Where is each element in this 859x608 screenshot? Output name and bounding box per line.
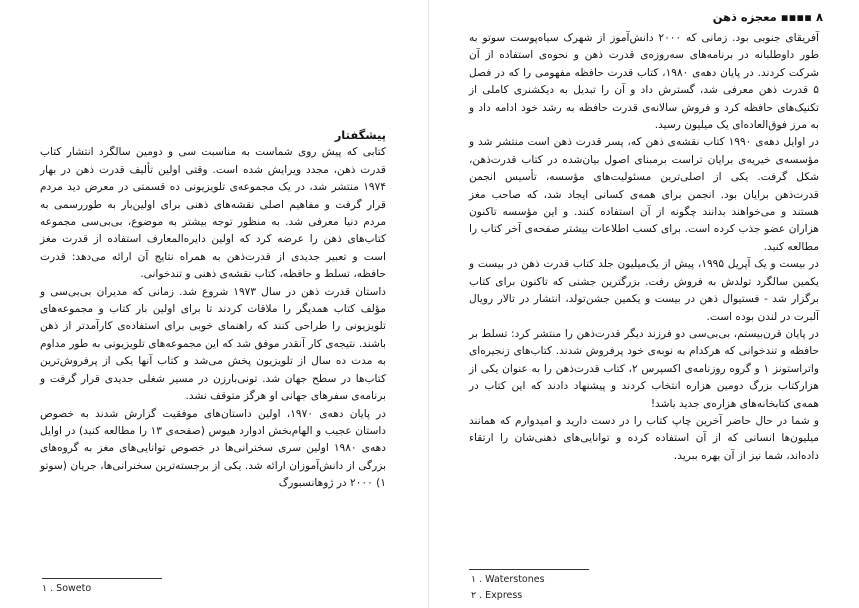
left-page [0,0,429,608]
left-paragraph-2: داستان قدرت ذهن در سال ۱۹۷۳ شروع شد. زمانی که مدیران بی‌بی‌سی و مؤلف کتاب همدیگر را ملاقات کردند تا برای اولین بار کتاب و مجموعه‌های تلویزیونی را طراحی کنند که راهنمای خوبی برای استفاده‌ی کارآمدتر از ذهن باشند. نتیجه‌ی کار آنقدر موفق شد که این مجموعه‌های تلویزیونی به طور مداوم به مدت ده سال از تلویزیون پخش می‌شد و کتاب آنها یکی از پرفروش‌ترین کتاب‌ها در سطح جهان شد. تونی‌بارزن در مسیر شغلی جدیدی قرار گرفت و برنامه‌ی سفرهای جهانی او هرگز متوقف نشد. [40,285,387,403]
right-paragraph-3: در بیست و یک آپریل ۱۹۹۵، پیش از یک‌میلیون جلد کتاب قدرت ذهن در بیست و یکمین سالگرد تولدش به فروش رفت. بزرگترین جشنی که تاکنون برای کتاب برگزار شد - فستیوال ذهن در بیست و یکمین جشن‌تولد، انتشار در تالار رویال آلبرت در لندن بوده است. [469,258,819,323]
right-paragraph-2: در اوایل دهه‌ی ۱۹۹۰ کتاب نقشه‌ی ذهن که، پسر قدرت ذهن است منتشر شد و مؤسسه‌ی خیریه‌ی برایان تراست برمبنای اصول بیان‌شده در کتاب قدرت‌ذهن، شکل گرفت. یکی از اصلی‌ترین مسئولیت‌های مؤسسه، تأسیس انجمن قدرت‌ذهن برایان بود. انجمن برای همه‌ی کسانی ایجاد شد، که صاحب مغز هستند و می‌خواهند بدانند چگونه از آن استفاده کنند. و این مؤسسه تاکنون هزاران عضو جذب کرده است. برای کسب اطلاعات بیشتر صفحه‌ی آخر کتاب را مطالعه کنید. [469,136,819,253]
left-paragraph-3: در پایان دهه‌ی ۱۹۷۰، اولین داستان‌های موفقیت گزارش شدند به خصوص داستان عجیب و الهام‌بخش ادوارد هیوس (صفحه‌ی ۱۳ را مطالعه کنید) در اوایل دهه‌ی ۱۹۸۰ اولین سری سخنرانی‌ها در خصوص توانایی‌های مغز به گروه‌های بزرگی از دانش‌آموزان ارائه شد. یکی از برجسته‌ترین سخنرانی‌ها، جریان (سوتو ۱) ۲۰۰۰ در ژوهانسبورگ [40,407,387,490]
right-paragraph-4: در پایان قرن‌بیستم، بی‌بی‌سی دو فرزند دیگر قدرت‌ذهن را منتشر کرد: تسلط بر حافظه و تندخوانی که هرکدام به نوبه‌ی خود پرفروش شدند. کتاب‌های زنجیره‌ای واتراستونز ۱ و گروه روزنامه‌ی اکسپرس ۲، کتاب قدرت‌ذهن را به عنوان یکی از هزارکتاب بزرگ دومین هزاره انتخاب کردند و پیشنهاد دادند که این کتاب در همه‌ی کتابخانه‌های هزاره‌ی جدید باشد! [469,327,819,410]
right-footnote-rule [469,569,589,570]
right-paragraph-5: و شما در حال حاضر آخرین چاپ کتاب را در دست دارید و امیدوارم که همانند میلیون‌ها انسانی که از آن استفاده کرده و توانایی‌های ذهنی‌شان را ارتقاء داده‌اند، شما نیز از آن بهره ببرید. [469,414,819,462]
left-paragraph-1: کتابی که پیش روی شماست به مناسبت سی و دومین سالگرد انتشار کتاب قدرت ذهن، مجدد ویرایش شده است. وقتی اولین تألیف قدرت ذهن در بهار ۱۹۷۴ منتشر شد، در یک مجموعه‌ی تلویزیونی ده قسمتی در معرض دید مردم قرار گرفت و مفاهیم اصلی نقشه‌های ذهنی برای اولین‌بار به طوررسمی به مردم دنیا معرفی شد. به منظور توجه بیشتر به موضوع، بی‌بی‌سی مجموعه کتاب‌های ذهن را عرضه کرد که اولین دایره‌المعارف استفاده از قدرت مغز است و تعبیر جدیدی از قدرت‌ذهن به همراه نتایج آن ارائه می‌دهد: قدرت حافظه، تسلط و حافظه، کتاب نقشه‌ی ذهنی و تندخوانی. [40,146,386,281]
right-paragraph-1: آفریقای جنوبی بود. زمانی که ۲۰۰۰ دانش‌آموز از شهرک سیاه‌پوست سوتو به طور داوطلبانه در برنامه‌های سه‌روزه‌ی قدرت ذهن و نحوه‌ی استفاده از آن شرکت کردند. در پایان دهه‌ی ۱۹۸۰، کتاب قدرت حافظه مفهومی را که در فصل ۵ قدرت ذهن معرفی شد، گسترش داد و آن را تبدیل به دیکشنری کاملی از تکنیک‌های حافظه کرد و فروش سالانه‌ی قدرت حافظه به رشد خود ادامه داد و به مرز فوق‌العاده‌ای یک میلیون رسید. [469,32,819,132]
right-page-body [469,30,819,465]
right-page [429,0,859,608]
right-footnote-2: ۲ . Express [471,590,523,601]
running-head: ۸ ▪▪▪▪ معجزه ذهن [712,10,823,24]
left-footnote-1: ۱ . Soweto [42,583,92,594]
preface-heading: پیشگفتار [334,128,386,142]
right-footnote-1: ۱ . Waterstones [471,574,545,585]
left-page-body [40,127,386,493]
left-footnote-rule [42,578,162,579]
